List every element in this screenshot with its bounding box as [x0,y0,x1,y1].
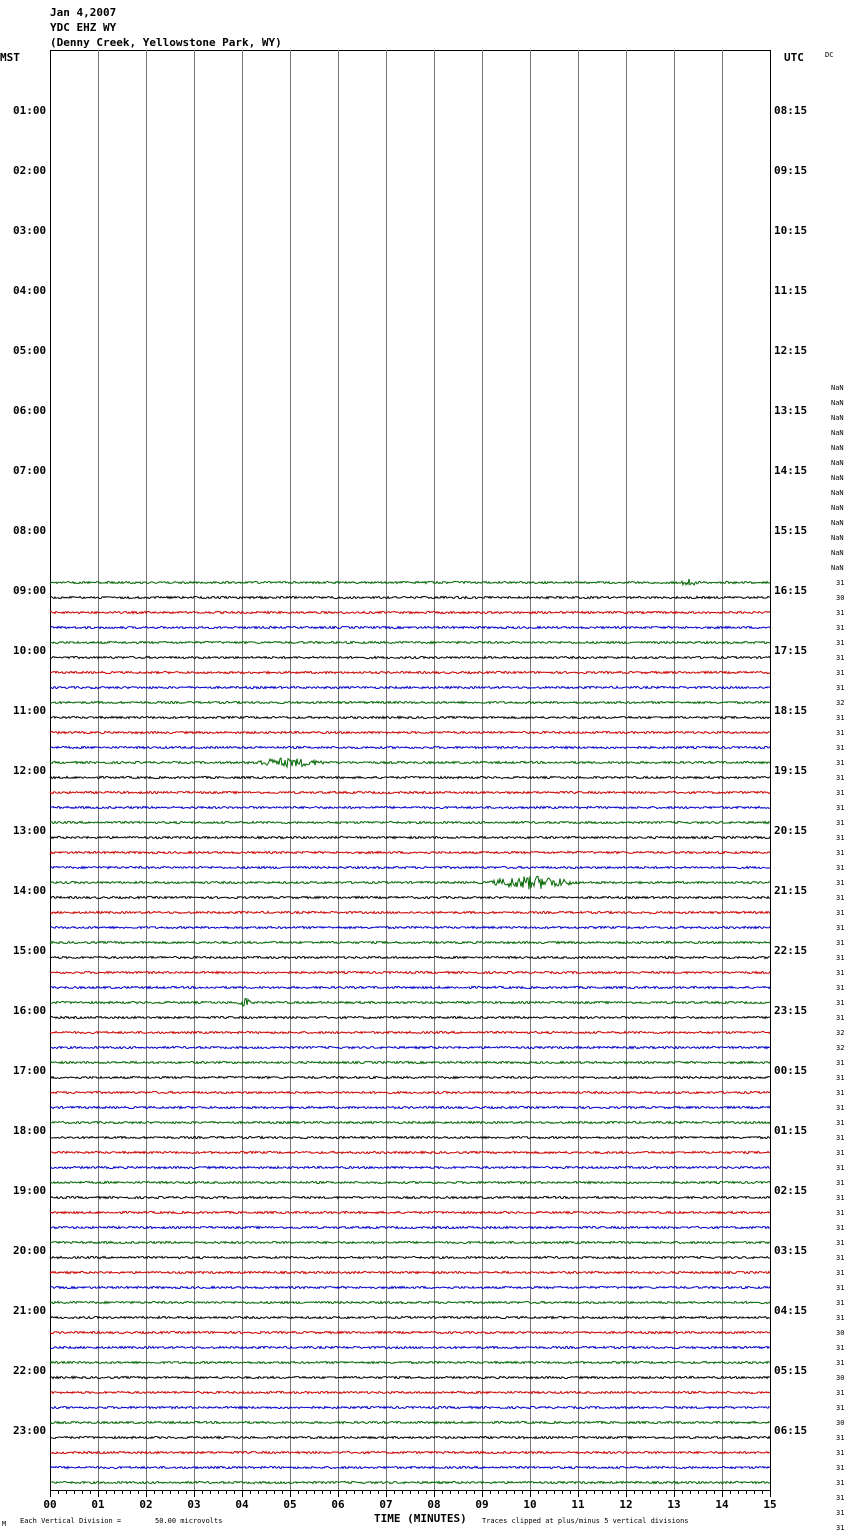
x-tick-label: 13 [667,1498,681,1511]
left-hour-label: 13:00 [13,824,47,837]
trace-row-94 [50,1466,770,1468]
left-hour-label: 02:00 [13,164,47,177]
x-tick-label: 06 [331,1498,345,1511]
left-hour-label: 16:00 [13,1004,47,1017]
left-hour-label: 03:00 [13,224,47,237]
x-tick-label: 05 [283,1498,297,1511]
traces [50,579,770,1484]
left-hour-label: 09:00 [13,584,47,597]
right-hour-label: 11:15 [774,284,808,297]
row-value: 31 [836,669,845,677]
trace-row-51 [50,821,770,823]
trace-row-61 [50,971,770,973]
row-value-nan: NaN [831,504,844,512]
header-date: Jan 4,2007 [50,6,117,19]
trace-row-43 [50,701,770,703]
trace-row-46 [50,746,770,748]
row-value-nan: NaN [831,384,844,392]
row-value: 31 [836,1209,845,1217]
row-value: 31 [836,804,845,812]
row-value: 32 [836,1029,845,1037]
right-hour-label: 04:15 [774,1304,808,1317]
row-value: 31 [836,1464,845,1472]
row-value: 31 [836,1074,845,1082]
trace-row-92 [50,1436,770,1438]
row-value: 31 [836,1389,845,1397]
left-hour-label: 06:00 [13,404,47,417]
row-value: 32 [836,699,845,707]
trace-row-76 [50,1196,770,1198]
dc-label: DC [825,51,834,59]
trace-row-54 [50,866,770,868]
row-value: 31 [836,954,845,962]
trace-row-49 [50,791,770,793]
row-value: 31 [836,759,845,767]
trace-row-64 [50,1016,770,1018]
trace-row-66 [50,1046,770,1048]
x-tick-label: 01 [91,1498,105,1511]
row-value: 31 [836,624,845,632]
row-value: 31 [836,999,845,1007]
right-hour-labels [774,104,807,1437]
right-hour-label: 03:15 [774,1244,808,1257]
row-value: 31 [836,1104,845,1112]
row-values [831,384,844,1534]
row-value: 31 [836,894,845,902]
trace-row-52 [50,836,770,838]
left-hour-label: 18:00 [13,1124,47,1137]
trace-row-71 [50,1121,770,1123]
left-hour-label: 11:00 [13,704,47,717]
trace-row-48 [50,776,770,778]
left-hour-label: 23:00 [13,1424,47,1437]
row-value-nan: NaN [831,549,844,557]
x-axis [43,1490,776,1511]
row-value: 31 [836,1179,845,1187]
trace-row-56 [50,896,770,898]
scale-value: 50.00 microvolts [155,1517,223,1525]
row-value-nan: NaN [831,459,844,467]
trace-row-55 [50,876,770,889]
x-tick-label: 11 [571,1498,585,1511]
row-value: 31 [836,969,845,977]
trace-row-58 [50,926,770,928]
row-value: 31 [836,1404,845,1412]
row-value: 31 [836,639,845,647]
x-tick-label: 12 [619,1498,633,1511]
left-hour-label: 01:00 [13,104,47,117]
x-tick-label: 08 [427,1498,441,1511]
row-value-nan: NaN [831,519,844,527]
row-value-nan: NaN [831,429,844,437]
x-tick-label: 14 [715,1498,729,1511]
row-value: 31 [836,579,845,587]
trace-row-70 [50,1106,770,1108]
x-tick-label: 07 [379,1498,393,1511]
trace-row-91 [50,1421,770,1423]
right-hour-label: 17:15 [774,644,808,657]
x-tick-label: 04 [235,1498,249,1511]
right-hour-label: 16:15 [774,584,808,597]
trace-row-53 [50,851,770,853]
left-hour-label: 14:00 [13,884,47,897]
row-value: 31 [836,1434,845,1442]
row-value: 31 [836,714,845,722]
row-value: 31 [836,1344,845,1352]
trace-row-79 [50,1241,770,1243]
trace-row-69 [50,1091,770,1093]
trace-row-60 [50,956,770,958]
left-hour-labels [13,104,46,1437]
right-axis-label: UTC [784,51,804,64]
left-hour-label: 07:00 [13,464,47,477]
right-hour-label: 13:15 [774,404,808,417]
trace-row-72 [50,1136,770,1138]
trace-row-95 [50,1481,770,1483]
left-hour-label: 08:00 [13,524,47,537]
row-value-nan: NaN [831,444,844,452]
trace-row-62 [50,986,770,988]
row-value: 31 [836,939,845,947]
row-value: 30 [836,1419,845,1427]
trace-row-74 [50,1166,770,1168]
row-value: 31 [836,1089,845,1097]
trace-row-65 [50,1031,770,1033]
trace-row-38 [50,626,770,628]
row-value: 31 [836,864,845,872]
row-value: 31 [836,1524,845,1532]
left-hour-label: 22:00 [13,1364,47,1377]
row-value: 32 [836,1044,845,1052]
row-value: 31 [836,609,845,617]
row-value: 31 [836,744,845,752]
trace-row-59 [50,941,770,943]
right-hour-label: 10:15 [774,224,808,237]
right-hour-label: 19:15 [774,764,808,777]
row-value: 31 [836,879,845,887]
row-value: 31 [836,1494,845,1502]
row-value: 31 [836,654,845,662]
row-value: 31 [836,729,845,737]
row-value: 31 [836,1284,845,1292]
footer [2,1512,689,1528]
trace-row-81 [50,1271,770,1273]
row-value: 31 [836,1314,845,1322]
trace-row-88 [50,1376,770,1378]
right-hour-label: 22:15 [774,944,808,957]
trace-row-36 [50,596,770,598]
left-hour-label: 21:00 [13,1304,47,1317]
x-tick-label: 09 [475,1498,489,1511]
trace-row-90 [50,1406,770,1408]
x-tick-label: 02 [139,1498,153,1511]
row-value: 31 [836,774,845,782]
left-axis-label: MST [0,51,20,64]
row-value: 31 [836,684,845,692]
right-hour-label: 09:15 [774,164,808,177]
row-value: 31 [836,849,845,857]
trace-row-85 [50,1331,770,1333]
row-value: 31 [836,1254,845,1262]
trace-row-57 [50,911,770,913]
trace-row-86 [50,1346,770,1348]
right-hour-label: 12:15 [774,344,808,357]
row-value: 31 [836,1359,845,1367]
trace-row-63 [50,998,770,1006]
right-hour-label: 18:15 [774,704,808,717]
right-hour-label: 05:15 [774,1364,808,1377]
row-value: 31 [836,1449,845,1457]
row-value-nan: NaN [831,474,844,482]
row-value-nan: NaN [831,534,844,542]
left-hour-label: 15:00 [13,944,47,957]
right-hour-label: 01:15 [774,1124,808,1137]
trace-row-87 [50,1361,770,1363]
trace-row-44 [50,716,770,718]
row-value: 31 [836,1194,845,1202]
left-hour-label: 19:00 [13,1184,47,1197]
left-hour-label: 04:00 [13,284,47,297]
row-value: 31 [836,1059,845,1067]
trace-row-93 [50,1451,770,1453]
x-tick-label: 15 [763,1498,777,1511]
row-value-nan: NaN [831,399,844,407]
minute-gridlines [99,50,723,1490]
clip-note: Traces clipped at plus/minus 5 vertical divisions [482,1517,689,1525]
left-hour-label: 10:00 [13,644,47,657]
trace-row-40 [50,656,770,658]
left-hour-label: 20:00 [13,1244,47,1257]
row-value: 31 [836,984,845,992]
trace-row-68 [50,1076,770,1078]
trace-row-80 [50,1256,770,1258]
row-value: 31 [836,1509,845,1517]
right-hour-label: 14:15 [774,464,808,477]
row-value-nan: NaN [831,414,844,422]
left-hour-label: 12:00 [13,764,47,777]
row-value: 31 [836,1149,845,1157]
trace-row-78 [50,1226,770,1228]
x-tick-label: 00 [43,1498,57,1511]
x-axis-title: TIME (MINUTES) [374,1512,467,1525]
trace-row-73 [50,1151,770,1153]
plot-frame [51,51,771,1491]
header-station: YDC EHZ WY [50,21,117,34]
row-value: 31 [836,924,845,932]
row-value: 30 [836,1374,845,1382]
row-value: 31 [836,1164,845,1172]
row-value: 31 [836,834,845,842]
row-value: 31 [836,1269,845,1277]
trace-row-89 [50,1391,770,1393]
right-hour-label: 21:15 [774,884,808,897]
row-value: 31 [836,1479,845,1487]
trace-row-39 [50,641,770,643]
trace-row-84 [50,1316,770,1318]
left-hour-label: 05:00 [13,344,47,357]
trace-row-75 [50,1181,770,1183]
row-value: 31 [836,1299,845,1307]
row-value-nan: NaN [831,489,844,497]
right-hour-label: 20:15 [774,824,808,837]
row-value: 31 [836,1119,845,1127]
trace-row-42 [50,686,770,688]
scale-label: Each Vertical Division = [20,1517,122,1525]
left-hour-label: 17:00 [13,1064,47,1077]
trace-row-35 [50,579,770,585]
row-value-nan: NaN [831,564,844,572]
trace-row-37 [50,611,770,613]
trace-row-50 [50,806,770,808]
row-value: 30 [836,1329,845,1337]
x-tick-label: 10 [523,1498,537,1511]
row-value: 31 [836,1224,845,1232]
row-value: 31 [836,909,845,917]
row-value: 31 [836,1014,845,1022]
right-hour-label: 23:15 [774,1004,808,1017]
row-value: 30 [836,594,845,602]
right-hour-label: 08:15 [774,104,808,117]
trace-row-45 [50,731,770,733]
row-value: 31 [836,819,845,827]
right-hour-label: 02:15 [774,1184,808,1197]
trace-row-41 [50,671,770,673]
x-tick-label: 03 [187,1498,201,1511]
trace-row-47 [50,758,770,767]
header [50,6,282,49]
right-hour-label: 00:15 [774,1064,808,1077]
corner-mark: M [2,1520,7,1528]
trace-row-83 [50,1301,770,1303]
trace-row-77 [50,1211,770,1213]
right-hour-label: 06:15 [774,1424,808,1437]
row-value: 31 [836,1134,845,1142]
right-hour-label: 15:15 [774,524,808,537]
row-value: 31 [836,789,845,797]
trace-row-82 [50,1286,770,1288]
header-location: (Denny Creek, Yellowstone Park, WY) [50,36,282,49]
row-value: 31 [836,1239,845,1247]
trace-row-67 [50,1061,770,1063]
